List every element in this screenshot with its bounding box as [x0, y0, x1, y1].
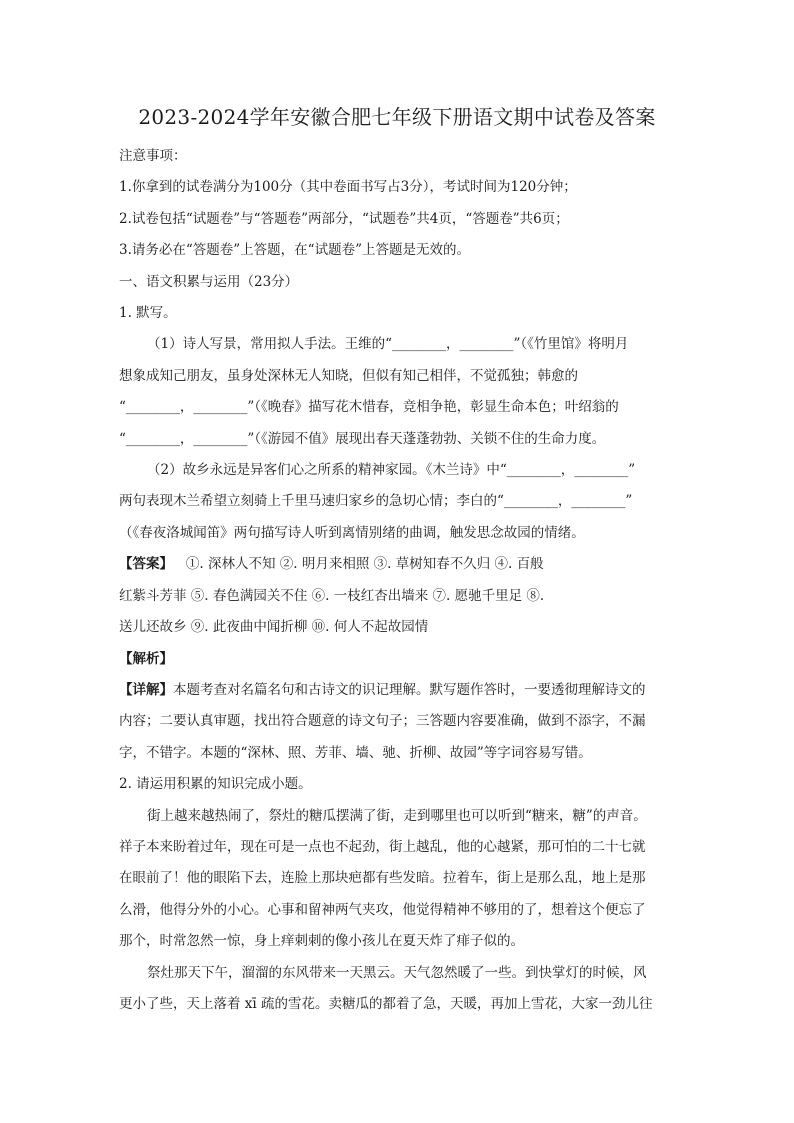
- q1-part2-line: 两句表现木兰希望立刻骑上千里马速归家乡的急切心情；李白的“________，________”: [119, 493, 633, 510]
- answer-line: 红紫斗芳菲 ⑤. 春色满园关不住 ⑥. 一枝红杏出墙来 ⑦. 愿驰千里足 ⑧.: [119, 587, 545, 604]
- answer-line: [119, 549, 679, 580]
- q1-part2-line: （2）故乡永远是异客们心之所系的精神家园。《木兰诗》中“________，________”: [147, 462, 636, 479]
- page-title: 2023-2024学年安徽合肥七年级下册语文期中试卷及答案: [138, 105, 656, 129]
- notes-heading: 注意事项：: [119, 148, 187, 164]
- passage-line: 么滑，他得分外的小心。心事和留神两气夹攻，他觉得精神不够用的了，想着这个便忘了: [119, 901, 646, 918]
- document-body: [119, 141, 679, 1020]
- q1-part1-line: “________，________”（《游园不值》展现出春天蓬蓬勃勃、关锁不住的生命力度。: [119, 430, 606, 447]
- q1-part1-line: （1）诗人写景，常用拟人手法。王维的“________，________”（《竹里馆》将明月: [147, 336, 629, 353]
- passage-line: 街上越来越热闹了，祭灶的糖瓜摆满了街，走到哪里也可以听到“糖来，糖”的声音。: [147, 807, 647, 824]
- question-2-label: 2. 请运用积累的知识完成小题。: [119, 776, 312, 793]
- section-heading: 一、语文积累与运用（23分）: [119, 273, 299, 290]
- question-1-label: 1. 默写。: [119, 305, 177, 322]
- passage-line: 更小了些，天上落着 xī 疏的雪花。卖糖瓜的都着了急，天暖，再加上雪花，大家一劲儿往: [119, 995, 653, 1012]
- answer-line: 送儿还故乡 ⑨. 此夜曲中闻折柳 ⑩. 何人不起故园情: [119, 619, 429, 636]
- detail-line: [119, 675, 679, 706]
- detail-text: 本题考查对名篇名句和古诗文的识记理解。默写题作答时，一要透彻理解诗文的: [173, 681, 646, 698]
- detail-line: 内容；二要认真审题，找出符合题意的诗文句子；三答题内容要准确，做到不添字，不漏: [119, 713, 646, 730]
- passage-line: 那个，时常忽然一惊，身上痒刺刺的像小孩儿在夏天炸了痱子似的。: [119, 933, 524, 950]
- note-item: 1.你拿到的试卷满分为100分（其中卷面书写占3分），考试时间为120分钟；: [119, 179, 577, 196]
- passage-line: 祭灶那天下午，溜溜的东风带来一天黑云。天气忽然暖了一些。到快掌灯的时候，风: [147, 964, 647, 981]
- analysis-tag: 【解析】: [119, 650, 173, 667]
- passage-line: 祥子本来盼着过年，现在可是一点也不起劲，街上越乱，他的心越紧，那可怕的二十七就: [119, 838, 646, 855]
- detail-tag: 【详解】: [119, 681, 173, 698]
- q1-part1-line: “________，________”（《晚春》描写花木惜春，竞相争艳，彰显生命本色；叶绍翁的: [119, 399, 619, 416]
- note-item: 2.试卷包括“试题卷”与“答题卷”两部分，“试题卷”共4页，“答题卷”共6页；: [119, 210, 569, 227]
- answer-tag: 【答案】: [119, 556, 173, 573]
- answer-text: ①. 深林人不知 ②. 明月来相照 ③. 草树知春不久归 ④. 百般: [185, 556, 544, 573]
- passage-line: 在眼前了！他的眼陷下去，连脸上那块疤都有些发暗。拉着车，街上是那么乱，地上是那: [119, 870, 646, 887]
- q1-part1-line: 想象成知己朋友，虽身处深林无人知晓，但似有知己相伴，不觉孤独；韩愈的: [119, 367, 578, 384]
- note-item: 3.请务必在“答题卷”上答题，在“试题卷”上答题是无效的。: [119, 242, 470, 259]
- q1-part2-line: （《春夜洛城闻笛》两句描写诗人听到离情别绪的曲调，触发思念故园的情绪。: [119, 524, 585, 541]
- detail-line: 字，不错字。本题的“深林、照、芳菲、墙、驰、折柳、故园”等字词容易写错。: [119, 744, 592, 761]
